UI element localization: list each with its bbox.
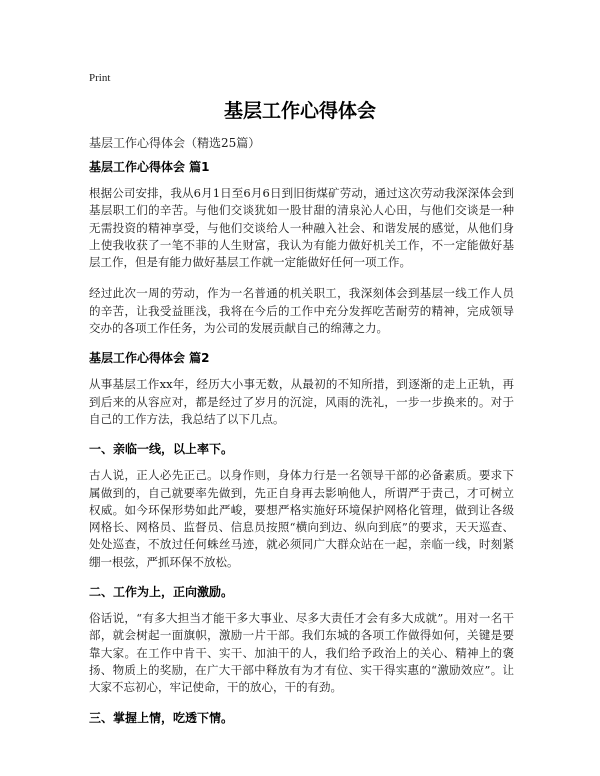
paragraph: 根据公司安排，我从6月1日至6月6日到旧街煤矿劳动，通过这次劳动我深深体会到基层职工们的辛苦。与他们交谈犹如一股甘甜的清泉沁人心田，与他们交谈是一种无需投资的精神享受，与他们交谈给人一种融入社会、和谐发展的感觉，从他们身上使我收获了一笔不菲的人生财富，我认为有能力做好机关工作，不一定能做好基层工作，但是有能力做好基层工作就一定能做好任何一项工作。 xyxy=(89,186,514,270)
section-heading: 基层工作心得体会 篇1 xyxy=(89,160,210,174)
print-link[interactable]: Print xyxy=(89,72,111,84)
section-heading: 一、亲临一线，以上率下。 xyxy=(89,442,234,457)
page-title: 基层工作心得体会 xyxy=(223,100,376,122)
document-subtitle: 基层工作心得体会（精选25篇） xyxy=(89,136,261,150)
paragraph: 古人说，正人必先正己。以身作则，身体力行是一名领导干部的必备素质。要求下属做到的，自己就要率先做到，先正自身再去影响他人，所谓严于责己，才可树立权威。如今环保形势如此严峻，要想严格实施好环境保护网格化管理，做到让各级网格长、网格员、监督员、信息员按照“横向到边、纵向到底”的要求，天天巡查、处处巡查，不放过任何蛛丝马迹，就必须同广大群众站在一起，亲临一线，时刻紧绷一根弦，严抓环保不放松。 xyxy=(89,468,514,569)
paragraph: 从事基层工作xx年，经历大小事无数，从最初的不知所措，到逐渐的走上正轨，再到后来的从容应对，都是经过了岁月的沉淀，风雨的洗礼，一步一步换来的。对于自己的工作方法，我总结了以下几点。 xyxy=(89,377,514,426)
paragraph: 经过此次一周的劳动，作为一名普通的机关职工，我深刻体会到基层一线工作人员的辛苦，让我受益匪浅，我将在今后的工作中充分发挥吃苦耐劳的精神，完成领导交办的各项工作任务，为公司的发展贡献自己的绵薄之力。 xyxy=(89,286,514,336)
section-heading: 二、工作为上，正向激励。 xyxy=(89,585,234,600)
section-heading: 三、掌握上情，吃透下情。 xyxy=(89,710,234,725)
article-body xyxy=(89,160,514,736)
section-heading: 基层工作心得体会 篇2 xyxy=(89,351,210,366)
paragraph: 俗话说，“有多大担当才能干多大事业、尽多大责任才会有多大成就”。用对一名干部，就会树起一面旗帜，激励一片干部。我们东城的各项工作做得如何，关键是要靠大家。在工作中肯干、实干、加油干的人，我们给予政治上的关心、精神上的褒扬、物质上的奖励，在广大干部中释放有为才有位、实干得实惠的“激励效应”。让大家不忘初心，牢记使命，干的放心，干的有劲。 xyxy=(89,611,514,695)
